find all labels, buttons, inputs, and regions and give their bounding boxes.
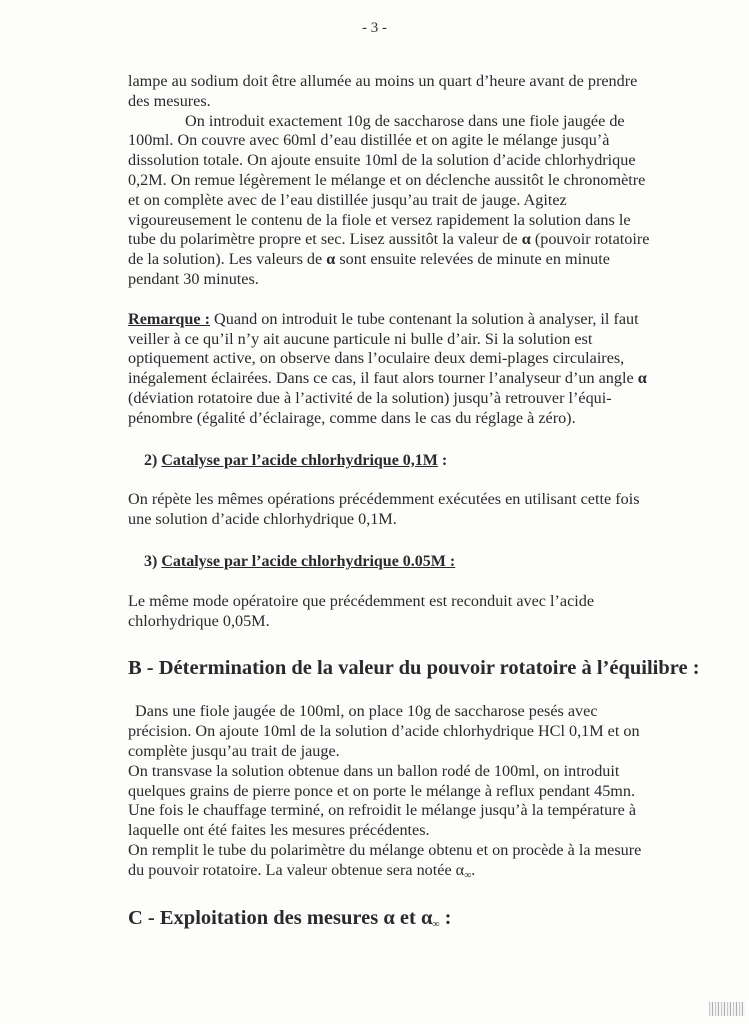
page-number: - 3 -	[362, 20, 387, 36]
scan-artifact	[709, 1002, 745, 1016]
remarque-label: Remarque :	[128, 309, 210, 328]
text-line	[128, 230, 698, 250]
text-line: On introduit exactement 10g de saccharose dans une fiole jaugée de	[185, 111, 625, 130]
text-line: lampe au sodium doit être allumée au moins un quart d’heure avant de prendre	[128, 72, 638, 90]
text-line: 100ml. On couvre avec 60ml d’eau distillée et on agite le mélange jusqu’à	[128, 131, 610, 150]
alpha-symbol: α	[637, 369, 647, 388]
text-line	[128, 861, 698, 886]
text-line: On remplit le tube du polarimètre du mélange obtenu et on procède à la mesure	[128, 840, 642, 859]
text-fragment: (pouvoir rotatoire	[530, 230, 650, 249]
text-line: veiller à ce qu’il n’y ait aucune particule ni bulle d’air. Si la solution est	[128, 329, 593, 348]
infinity-subscript: ∞	[432, 918, 440, 930]
text-fragment: sont ensuite relevées de minute en minute	[335, 250, 610, 269]
text-line: pendant 30 minutes.	[128, 269, 259, 288]
subsection-3-body	[128, 592, 698, 632]
text-line	[128, 369, 698, 389]
text-line: précision. On ajoute 10ml de la solution d’acide chlorhydrique HCl 0,1M et on	[128, 722, 640, 741]
text-fragment: inégalement éclairées. Dans ce cas, il faut alors tourner l’analyseur d’un angle	[128, 369, 638, 388]
text-line: chlorhydrique 0,05M.	[128, 611, 270, 630]
text-line: quelques grains de pierre ponce et on porte le mélange à reflux pendant 45mn.	[128, 781, 636, 800]
text-line: vigoureusement le contenu de la fiole et versez rapidement la solution dans le	[128, 210, 631, 229]
text-line: optiquement active, on observe dans l’oculaire deux demi-plages circulaires,	[128, 349, 625, 368]
text-fragment: tube du polarimètre propre et sec. Lisez aussitôt la valeur de	[128, 230, 522, 249]
subsection-title: Catalyse par l’acide chlorhydrique 0.05M :	[161, 552, 456, 570]
alpha-symbol: α	[420, 906, 433, 929]
section-b-body	[128, 702, 698, 885]
text-line: On transvase la solution obtenue dans un ballon rodé de 100ml, on introduit	[128, 761, 620, 780]
text-line	[128, 310, 698, 330]
subsection-2-body	[128, 490, 698, 530]
text-line: une solution d’acide chlorhydrique 0,1M.	[128, 510, 397, 529]
subsection-title: Catalyse par l’acide chlorhydrique 0,1M	[161, 451, 438, 469]
text-fragment: de la solution). Les valeurs de	[128, 250, 327, 269]
text-line: des mesures.	[128, 91, 211, 110]
text-line: pénombre (égalité d’éclairage, comme dans le cas du réglage à zéro).	[128, 408, 576, 427]
subsection-2-heading	[128, 451, 698, 471]
subsection-colon: :	[437, 451, 448, 469]
alpha-symbol: α	[455, 860, 465, 879]
text-fragment: :	[439, 906, 452, 929]
infinity-subscript: ∞	[464, 869, 472, 881]
text-line: 0,2M. On remue légèrement le mélange et on déclenche aussitôt le chronomètre	[128, 170, 646, 189]
intro-paragraph	[128, 72, 698, 112]
text-line	[128, 250, 698, 270]
section-c-title	[128, 906, 698, 937]
section-b-title: B - Détermination de la valeur du pouvoir rotatoire à l’équilibre :	[128, 657, 700, 680]
text-line: Une fois le chauffage terminé, on refroidit le mélange jusqu’à la température à	[128, 801, 637, 820]
text-line: (déviation rotatoire due à l’activité de la solution) jusqu’à retrouver l’équi-	[128, 388, 612, 407]
text-line: On répète les mêmes opérations précédemment exécutées en utilisant cette fois	[128, 490, 640, 509]
text-fragment: et	[394, 906, 421, 929]
remarque-paragraph	[128, 310, 698, 429]
alpha-symbol: α	[326, 250, 336, 269]
text-line: laquelle ont été faites les mesures précédentes.	[128, 821, 430, 840]
subsection-3-heading	[128, 552, 698, 572]
subsection-number: 2)	[144, 451, 162, 469]
document-body	[128, 72, 698, 937]
text-fragment: du pouvoir rotatoire. La valeur obtenue sera notée	[128, 860, 456, 879]
text-line: Le même mode opératoire que précédemment est reconduit avec l’acide	[128, 591, 595, 610]
procedure-paragraph	[128, 112, 698, 290]
alpha-symbol: α	[521, 230, 531, 249]
subsection-number: 3)	[144, 552, 162, 570]
text-fragment: C - Exploitation des mesures	[128, 906, 384, 929]
text-line: dissolution totale. On ajoute ensuite 10ml de la solution d’acide chlorhydrique	[128, 151, 636, 170]
text-line: Dans une fiole jaugée de 100ml, on place 10g de saccharose pesés avec	[135, 702, 598, 721]
text-fragment: Quand on introduit le tube contenant la solution à analyser, il faut	[209, 309, 639, 328]
text-fragment: .	[471, 860, 476, 879]
text-line: et on complète avec de l’eau distillée jusqu’au trait de jauge. Agitez	[128, 190, 567, 209]
text-line: complète jusqu’au trait de jauge.	[128, 741, 340, 760]
alpha-symbol: α	[383, 906, 395, 929]
